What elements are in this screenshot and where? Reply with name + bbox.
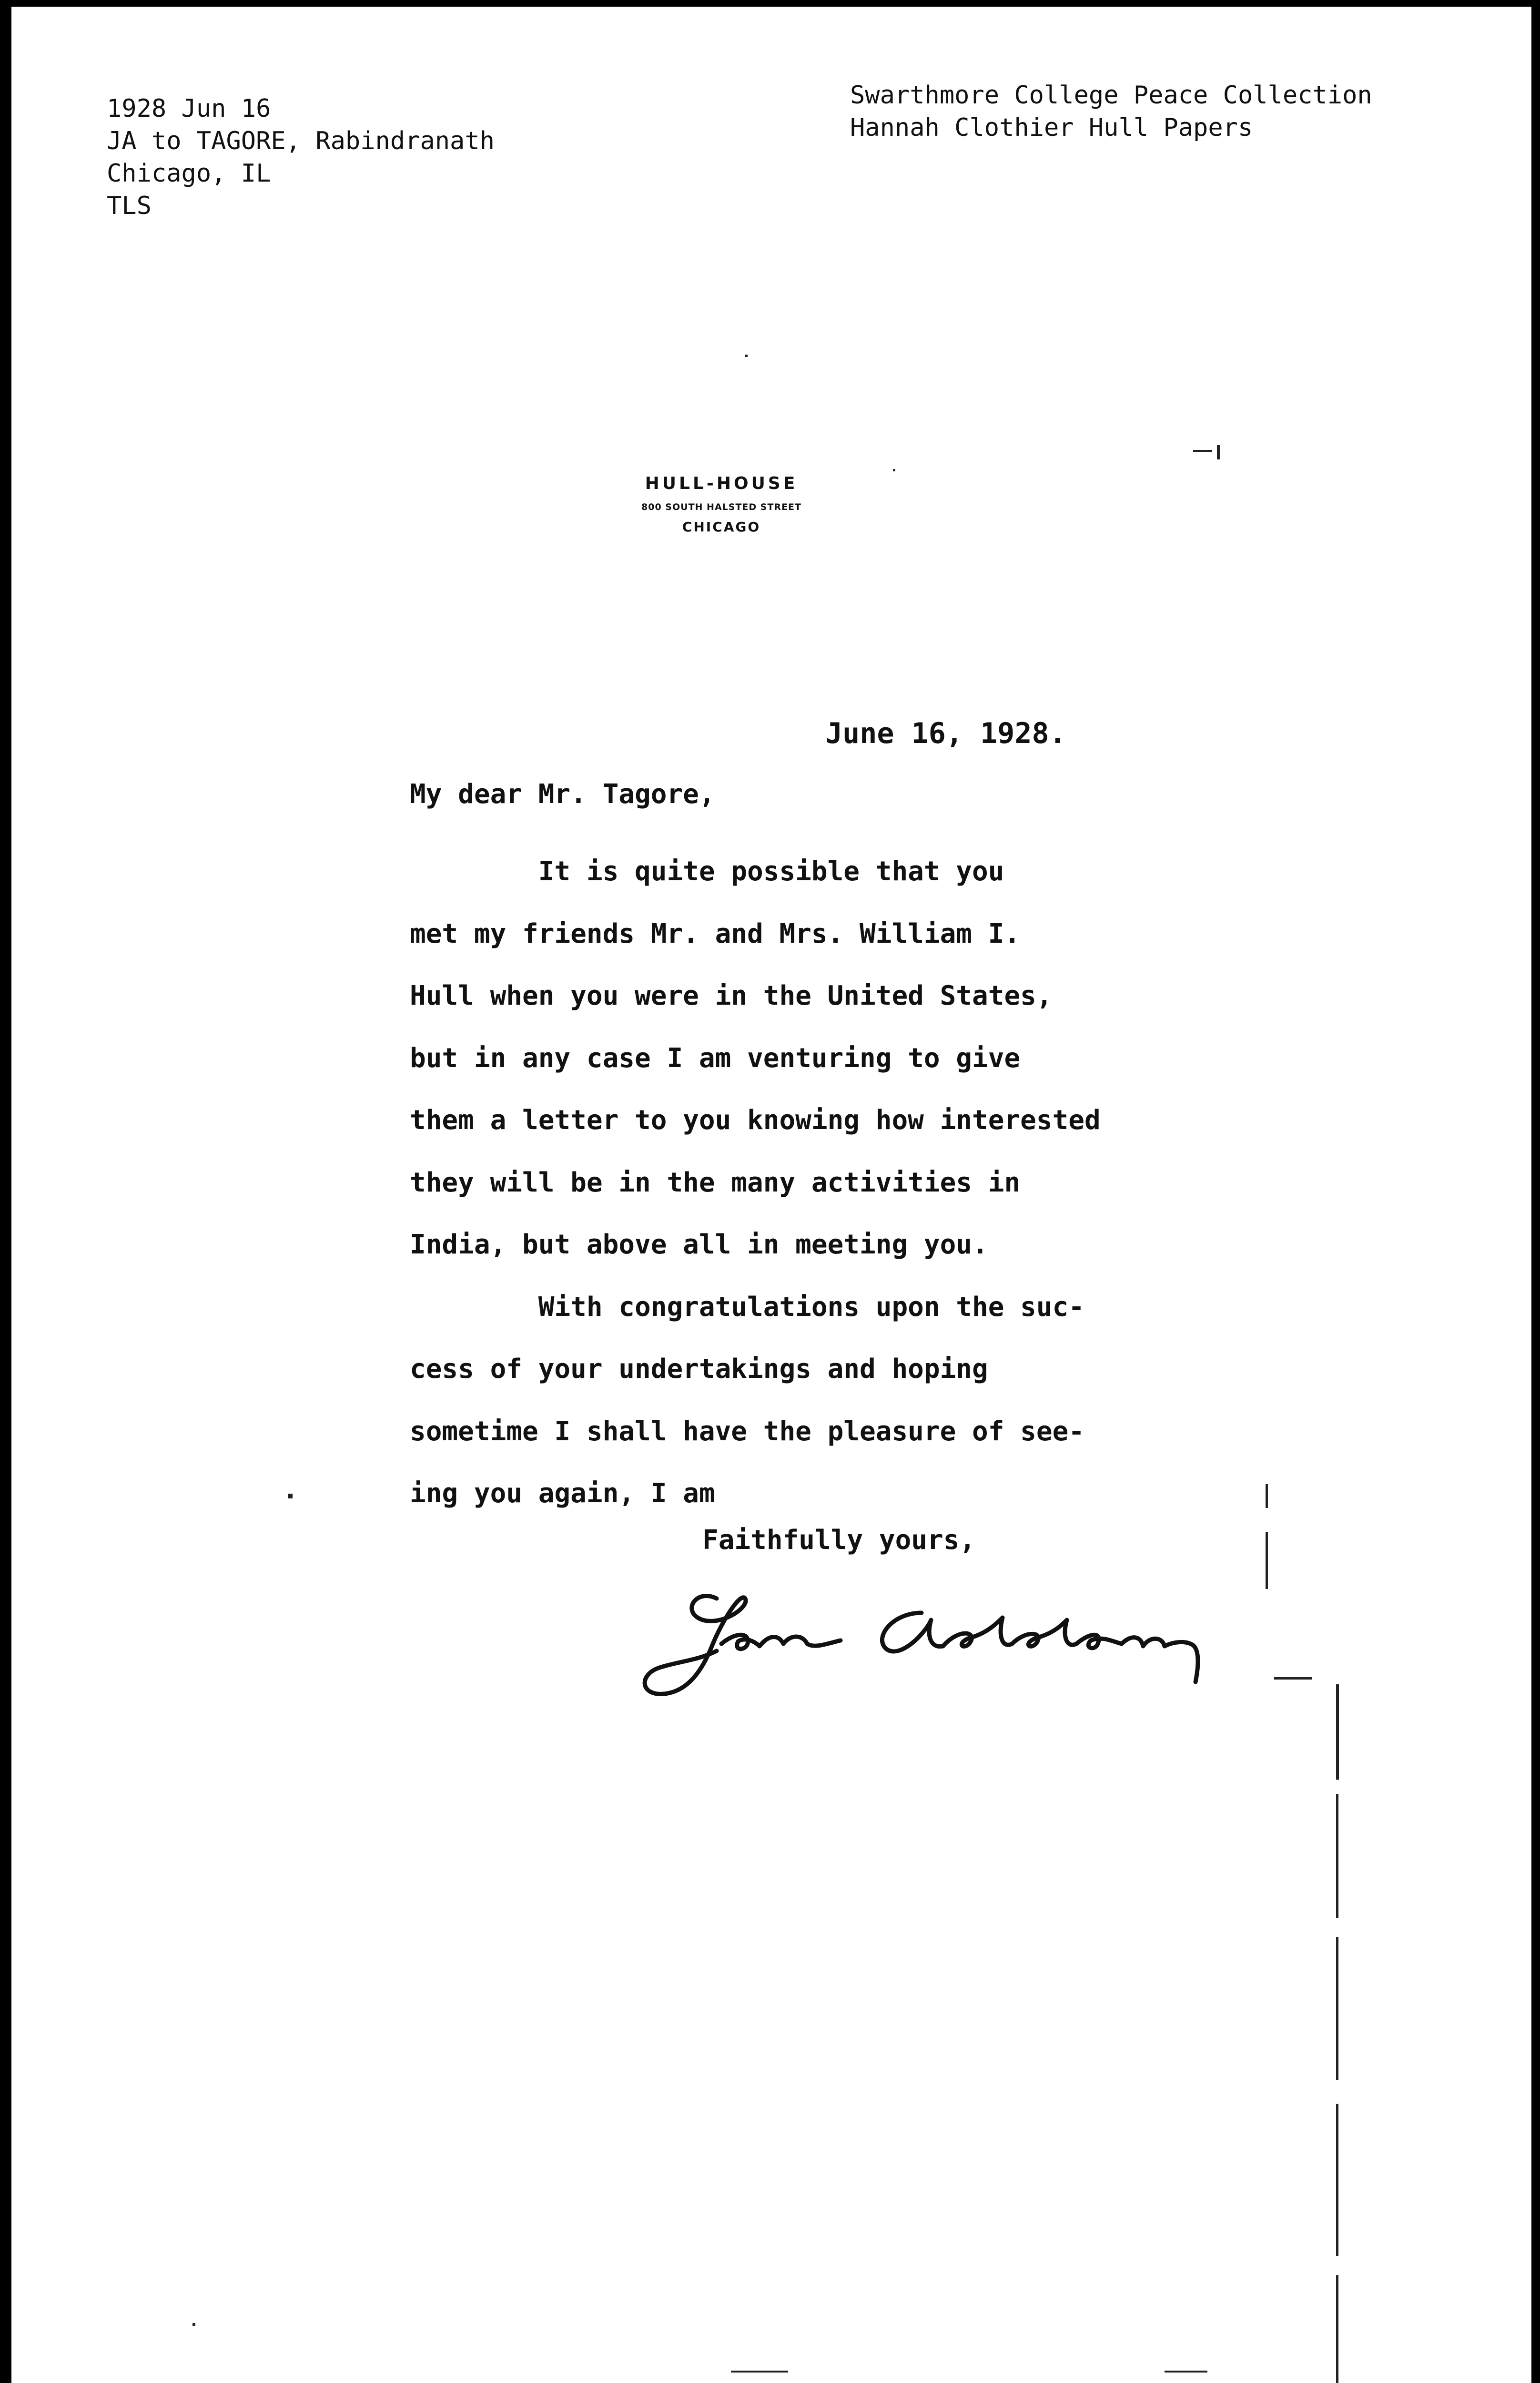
scan-mark: [1336, 1684, 1339, 1780]
meta-place: Chicago, IL: [107, 159, 271, 188]
letter-page: [11, 7, 1531, 2383]
letterhead-city: CHICAGO: [682, 519, 761, 535]
scan-mark: [1336, 2104, 1338, 2256]
body-line: they will be in the many activities in: [410, 1167, 1021, 1198]
scan-mark: [1193, 450, 1212, 452]
meta-date: 1928 Jun 16: [107, 94, 271, 123]
body-line: With congratulations upon the suc-: [410, 1291, 1085, 1323]
scan-mark: [893, 469, 895, 471]
body-line: India, but above all in meeting you.: [410, 1229, 988, 1260]
scan-mark: [731, 2371, 788, 2373]
body-line: them a letter to you knowing how interested: [410, 1105, 1101, 1136]
scan-mark: [745, 355, 748, 357]
scan-mark: [192, 2323, 195, 2326]
scan-mark: [288, 1494, 293, 1498]
letter-closing: Faithfully yours,: [702, 1525, 976, 1556]
body-line: ing you again, I am: [410, 1478, 715, 1509]
body-line: but in any case I am venturing to give: [410, 1042, 1021, 1074]
letterhead-name: HULL-HOUSE: [645, 474, 798, 493]
scan-mark: [1165, 2371, 1207, 2373]
body-line: Hull when you were in the United States,: [410, 980, 1053, 1011]
scan-mark: [1336, 1937, 1338, 2080]
archive-metadata-right: [850, 79, 1372, 144]
signature-image: [626, 1579, 1236, 1703]
letterhead: [593, 474, 850, 535]
scan-mark: [1336, 1794, 1338, 1918]
meta-collection: Swarthmore College Peace Collection: [850, 81, 1372, 110]
body-line: It is quite possible that you: [410, 856, 1004, 887]
body-line: met my friends Mr. and Mrs. William I.: [410, 918, 1021, 949]
scan-mark: [1274, 1677, 1312, 1680]
letterhead-street: 800 SOUTH HALSTED STREET: [641, 502, 801, 512]
meta-type: TLS: [107, 192, 152, 220]
scan-mark: [1336, 2275, 1338, 2383]
letter-salutation: My dear Mr. Tagore,: [410, 779, 715, 810]
meta-papers: Hannah Clothier Hull Papers: [850, 113, 1253, 142]
scan-mark: [1217, 445, 1220, 459]
scan-mark: [1266, 1484, 1268, 1508]
body-line: cess of your undertakings and hoping: [410, 1354, 988, 1385]
body-line: sometime I shall have the pleasure of see-: [410, 1416, 1085, 1447]
letter-body: [410, 841, 1101, 1525]
scan-mark: [1266, 1532, 1268, 1589]
meta-correspondents: JA to TAGORE, Rabindranath: [107, 127, 495, 155]
archive-metadata-left: [107, 92, 495, 222]
letter-date: June 16, 1928.: [825, 717, 1066, 750]
